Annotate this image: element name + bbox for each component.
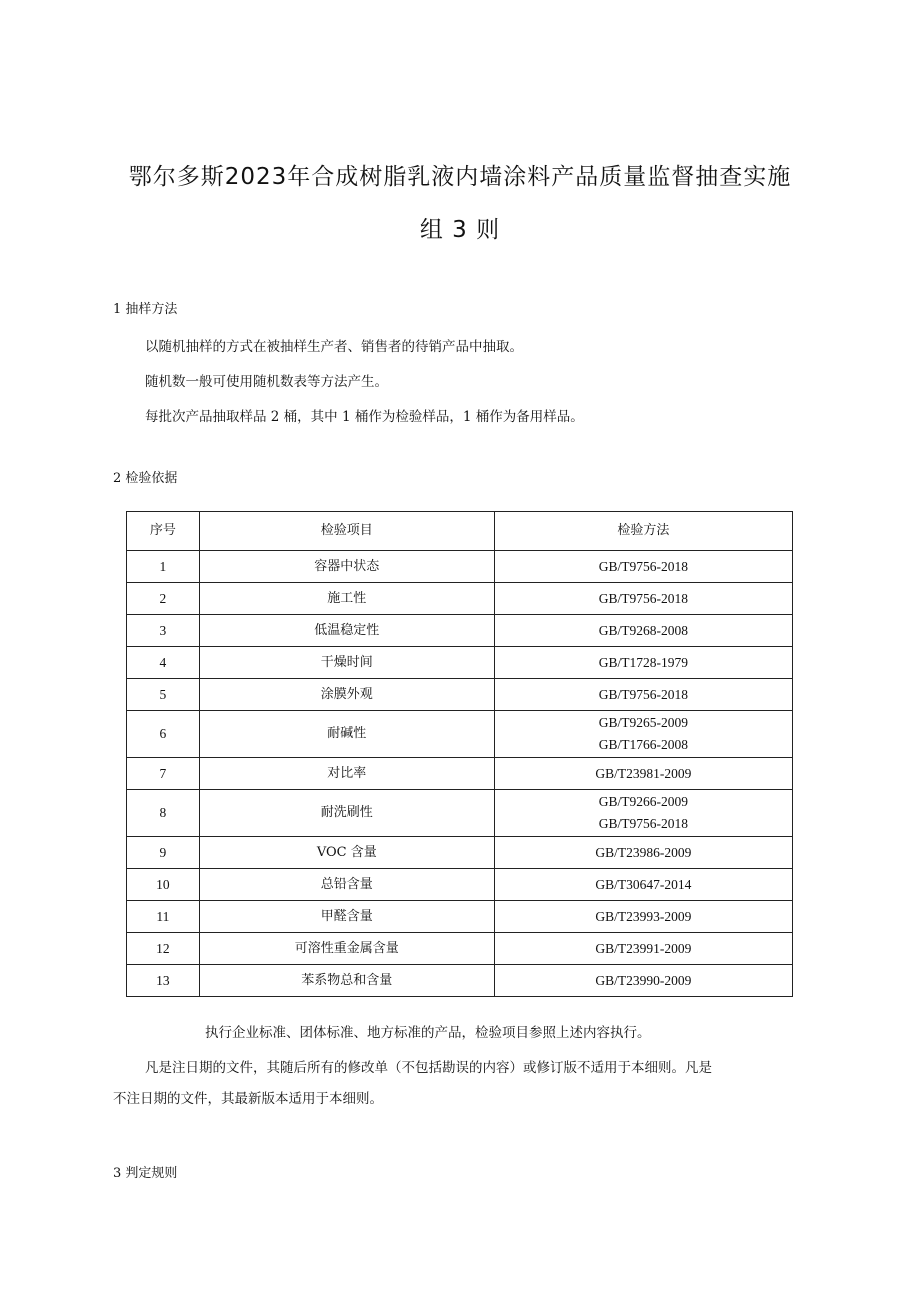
row-item: 耐洗刷性 [199, 790, 494, 837]
row-method [494, 615, 792, 647]
row-method [494, 551, 792, 583]
table-row [127, 679, 793, 711]
row-item: 涂膜外观 [199, 679, 494, 711]
table-row [127, 790, 793, 837]
table-row [127, 551, 793, 583]
section1-paragraph-1: 以随机抽样的方式在被抽样生产者、销售者的待销产品中抽取。 [145, 339, 523, 355]
row-item: 施工性 [199, 583, 494, 615]
method-standard: GB/T9756-2018 [598, 558, 689, 574]
note-execution-standard: 执行企业标准、团体标准、地方标准的产品，检验项目参照上述内容执行。 [205, 1025, 651, 1041]
row-item: 对比率 [199, 758, 494, 790]
method-standard: GB/T1728-1979 [598, 654, 689, 670]
table-row [127, 901, 793, 933]
method-standard: GB/T9266-2009 [598, 794, 689, 809]
table-row [127, 583, 793, 615]
method-standard: GB/T23993-2009 [595, 908, 692, 924]
row-no: 9 [127, 837, 200, 869]
row-item: 甲醛含量 [199, 901, 494, 933]
method-standard: GB/T23990-2009 [595, 972, 692, 988]
row-no: 11 [127, 901, 200, 933]
table-row [127, 965, 793, 997]
row-item: 总铅含量 [199, 869, 494, 901]
row-method [494, 790, 792, 837]
table-row [127, 869, 793, 901]
row-method [494, 869, 792, 901]
table-row [127, 711, 793, 758]
table-row [127, 615, 793, 647]
table-row [127, 837, 793, 869]
row-method [494, 965, 792, 997]
row-item: VOC 含量 [199, 837, 494, 869]
row-item: 苯系物总和含量 [199, 965, 494, 997]
method-standard: GB/T30647-2014 [595, 876, 692, 892]
method-standard: GB/T9756-2018 [598, 686, 689, 702]
table-row [127, 647, 793, 679]
row-method [494, 901, 792, 933]
note-dated-documents-line2: 不注日期的文件，其最新版本适用于本细则。 [113, 1091, 383, 1107]
row-no: 10 [127, 869, 200, 901]
row-item: 容器中状态 [199, 551, 494, 583]
header-item: 检验项目 [199, 512, 494, 551]
section2-heading: 2 检验依据 [113, 471, 178, 486]
row-method [494, 711, 792, 758]
method-standard: GB/T9756-2018 [598, 816, 689, 831]
method-standard: GB/T9265-2009 [598, 715, 689, 730]
row-no: 2 [127, 583, 200, 615]
note-dated-documents-line1: 凡是注日期的文件，其随后所有的修改单（不包括勘误的内容）或修订版不适用于本细则。凡是 [145, 1060, 712, 1076]
row-no: 1 [127, 551, 200, 583]
row-no: 12 [127, 933, 200, 965]
method-standard: GB/T9268-2008 [598, 622, 689, 638]
row-item: 可溶性重金属含量 [199, 933, 494, 965]
table-row [127, 933, 793, 965]
section1-paragraph-3: 每批次产品抽取样品 2 桶，其中 1 桶作为检验样品，1 桶作为备用样品。 [145, 409, 584, 425]
header-method: 检验方法 [494, 512, 792, 551]
row-no: 13 [127, 965, 200, 997]
row-no: 7 [127, 758, 200, 790]
row-no: 3 [127, 615, 200, 647]
row-item: 耐碱性 [199, 711, 494, 758]
row-item: 低温稳定性 [199, 615, 494, 647]
row-method [494, 933, 792, 965]
document-title-line2: 组 3 则 [419, 217, 501, 243]
method-standard: GB/T9756-2018 [598, 590, 689, 606]
section1-heading: 1 抽样方法 [113, 302, 178, 317]
table-header-row [127, 512, 793, 551]
row-no: 6 [127, 711, 200, 758]
table-row [127, 758, 793, 790]
row-method [494, 679, 792, 711]
method-standard: GB/T23981-2009 [595, 765, 692, 781]
row-method [494, 758, 792, 790]
row-item: 干燥时间 [199, 647, 494, 679]
row-method [494, 583, 792, 615]
method-standard: GB/T23991-2009 [595, 940, 692, 956]
row-no: 5 [127, 679, 200, 711]
document-title-line1: 鄂尔多斯2023年合成树脂乳液内墙涂料产品质量监督抽查实施 [128, 164, 792, 190]
row-method [494, 647, 792, 679]
section3-heading: 3 判定规则 [113, 1166, 178, 1181]
inspection-basis-table [126, 511, 793, 997]
method-standard: GB/T1766-2008 [598, 737, 689, 752]
method-standard: GB/T23986-2009 [595, 844, 692, 860]
row-no: 8 [127, 790, 200, 837]
section1-paragraph-2: 随机数一般可使用随机数表等方法产生。 [145, 374, 388, 390]
header-no: 序号 [127, 512, 200, 551]
row-method [494, 837, 792, 869]
row-no: 4 [127, 647, 200, 679]
